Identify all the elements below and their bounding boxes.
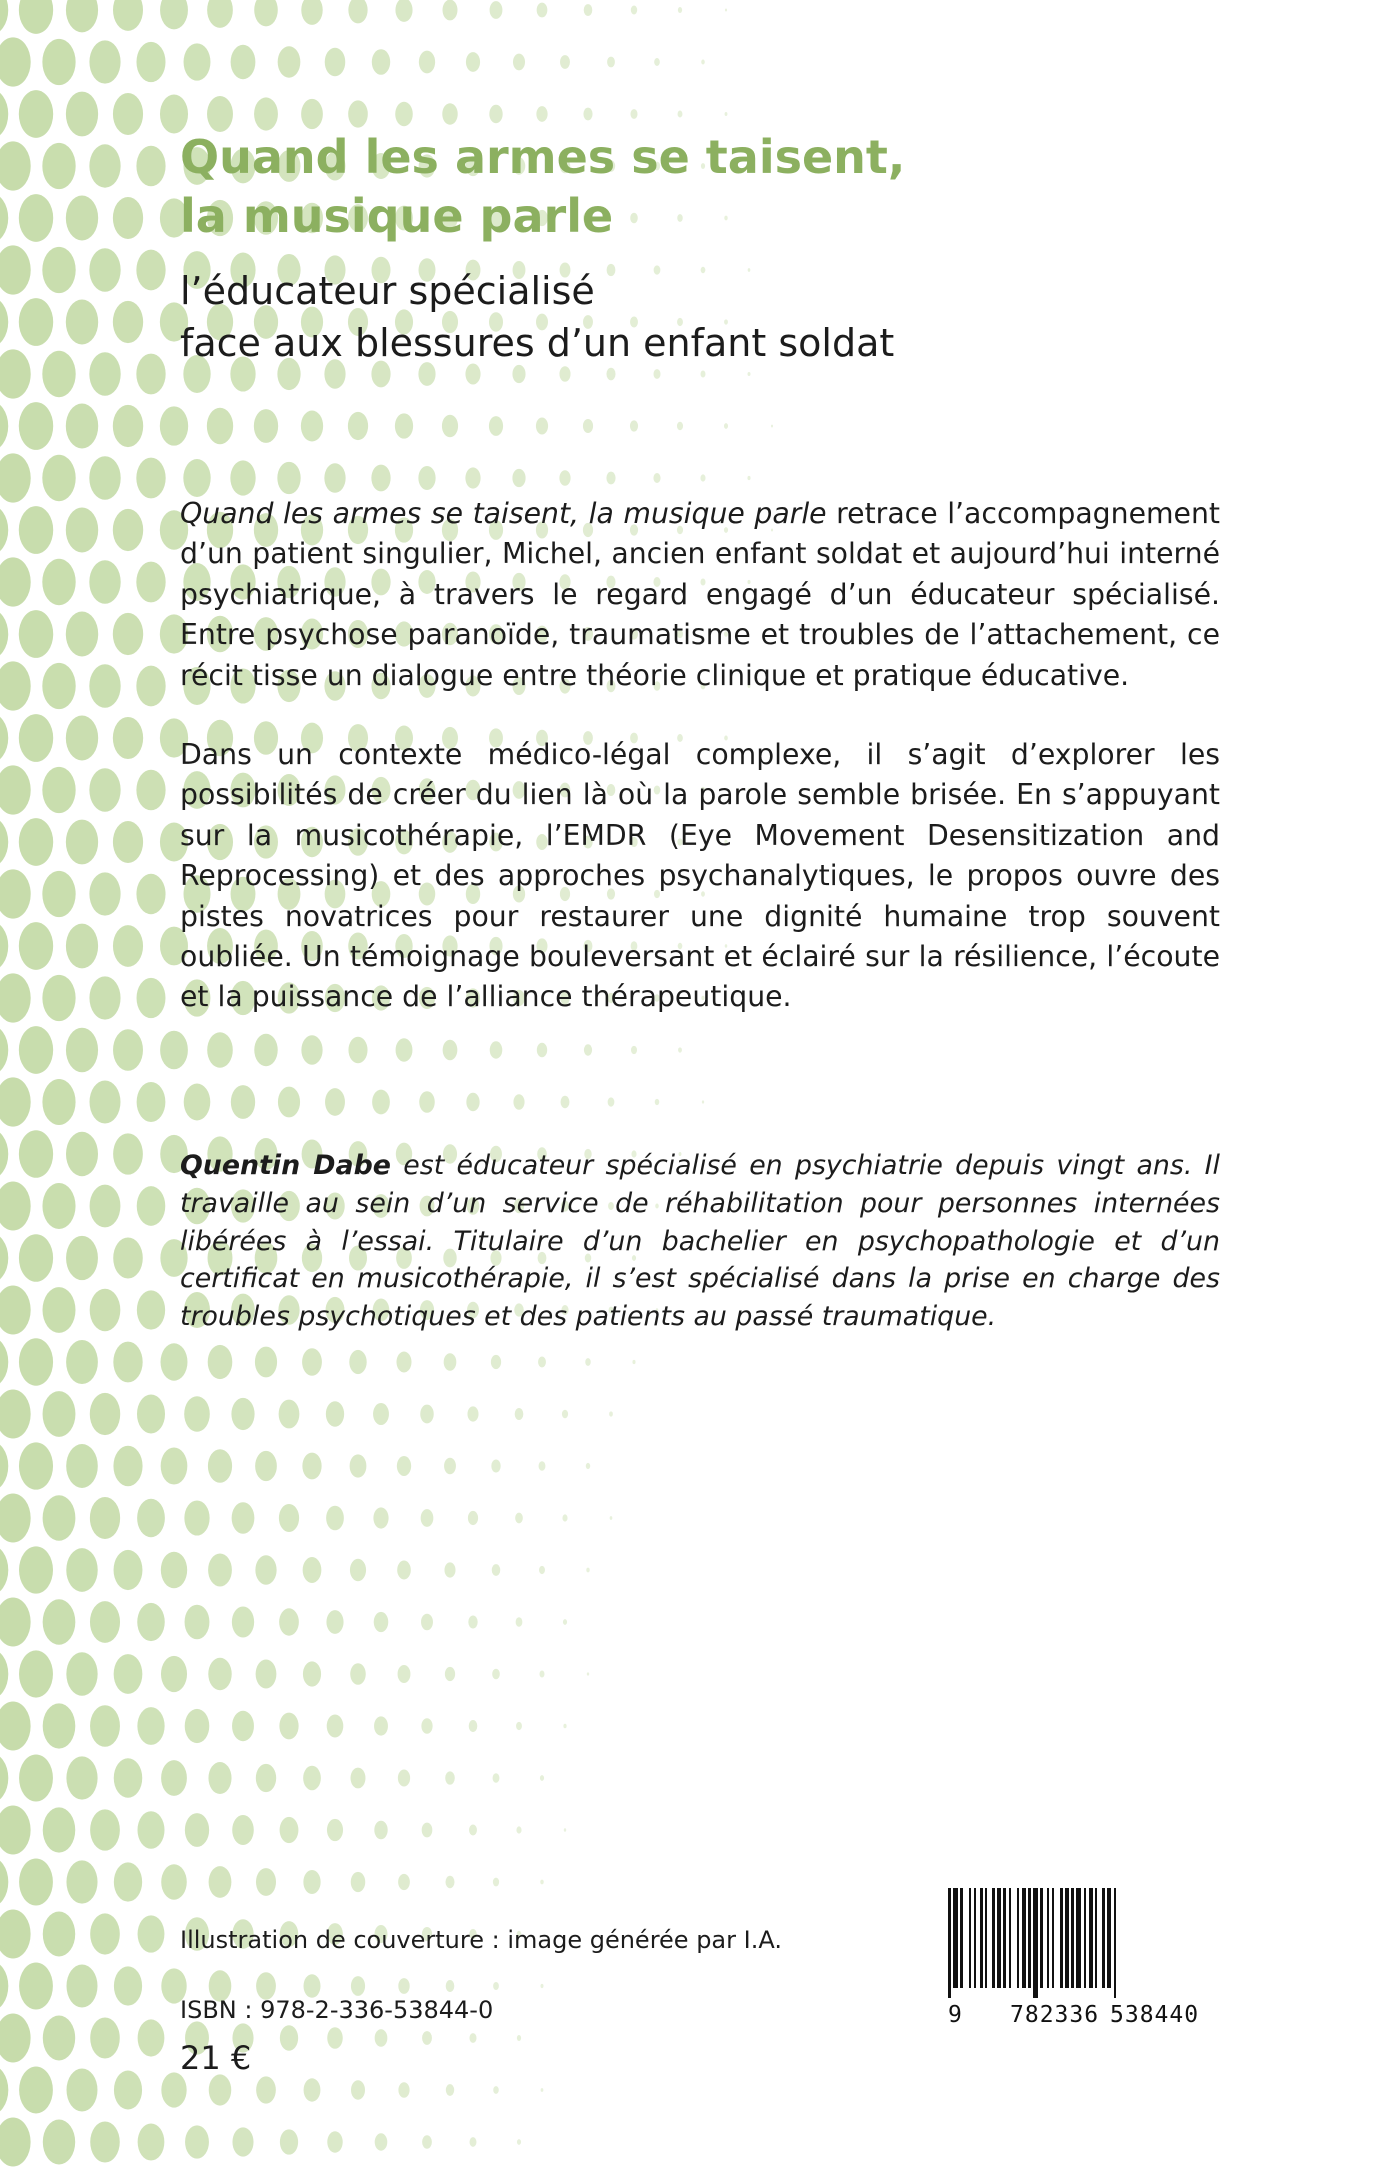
barcode-bars [944, 1888, 1234, 1998]
title-line-2: la musique parle [180, 189, 614, 243]
barcode-bar [1028, 1888, 1031, 1988]
barcode-bar [1040, 1888, 1043, 1988]
barcode [944, 1888, 1234, 2072]
barcode-bar [992, 1888, 995, 1988]
subtitle-line-1: l’éducateur spécialisé [180, 269, 595, 313]
barcode-bar [1071, 1888, 1074, 1988]
summary-title-italic: Quand les armes se taisent, la musique parle [180, 497, 827, 530]
cover-illustration-credit: Illustration de couverture : image générée par I.A. [180, 1926, 782, 1954]
barcode-first-digit: 9 [948, 2002, 963, 2028]
barcode-bar [1052, 1888, 1054, 1988]
title-line-1: Quand les armes se taisent, [180, 130, 906, 184]
barcode-bar [1017, 1888, 1019, 1988]
barcode-bar [1022, 1888, 1026, 1988]
author-bio-text: est éducateur spécialisé en psychiatrie depuis vingt ans. Il travaille au sein d’un service de réhabilitation pour personnes internées libérées à l’essai. Titulaire d’un bachelier en psychopathologie et d’un certificat en musicothérapie, il s’est spécialisé dans la prise en charge des troubles psychotiques et des patients au passé traumatique. [180, 1150, 1220, 1333]
subtitle-line-2: face aux blessures d’un enfant soldat [180, 321, 895, 365]
barcode-bar [1095, 1888, 1097, 1988]
price: 21 € [180, 2039, 252, 2077]
barcode-bar [953, 1888, 958, 1988]
barcode-bar [1107, 1888, 1111, 1988]
isbn: ISBN : 978-2-336-53844-0 [180, 1996, 494, 2024]
barcode-bar [1065, 1888, 1069, 1988]
barcode-bar [948, 1888, 951, 1998]
barcode-bar [1114, 1888, 1116, 1998]
barcode-right-digits: 538440 [1110, 2002, 1200, 2028]
author-bio [180, 1147, 1220, 1336]
barcode-bar [1102, 1888, 1105, 1988]
book-title [180, 128, 1280, 246]
barcode-bar [974, 1888, 976, 1988]
barcode-bar [1084, 1888, 1086, 1988]
barcode-bar [1003, 1888, 1006, 1988]
barcode-bar [1060, 1888, 1063, 1988]
summary-paragraph-1 [180, 494, 1220, 696]
summary-paragraph-2: Dans un contexte médico-légal complexe, il s’agit d’explorer les possibilités de créer du lien là où la parole semble brisée. En s’appuyant sur la musicothérapie, l’EMDR (Eye Movement Desensitization and Reprocessing) et des approches psychanalytiques, le propos ouvre des pistes novatrices pour restaurer une dignité humaine trop souvent oubliée. Un témoignage bouleversant et éclairé sur la résilience, l’écoute et la puissance de l’alliance thérapeutique. [180, 738, 1220, 1014]
barcode-bar [969, 1888, 971, 1988]
barcode-bar [960, 1888, 963, 1988]
barcode-bar [1089, 1888, 1093, 1988]
book-subtitle [180, 265, 1280, 369]
barcode-left-digits: 782336 [1010, 2002, 1100, 2028]
barcode-bar [980, 1888, 983, 1988]
summary-paragraph-1-text: retrace l’accompagnement d’un patient singulier, Michel, ancien enfant soldat et aujourd’hui interné psychiatrique, à travers le regard engagé d’un éducateur spécialisé. Entre psychose paranoïde, traumatisme et troubles de l’attachement, ce récit tisse un dialogue entre théorie clinique et pratique éducative. [180, 497, 1220, 692]
barcode-bar [985, 1888, 987, 1988]
barcode-bar [997, 1888, 1001, 1988]
barcode-bar [1076, 1888, 1081, 1988]
barcode-bar [1047, 1888, 1049, 1988]
barcode-bar [1009, 1888, 1011, 1988]
author-name: Quentin Dabe [180, 1150, 391, 1181]
barcode-bar [1033, 1888, 1038, 1998]
